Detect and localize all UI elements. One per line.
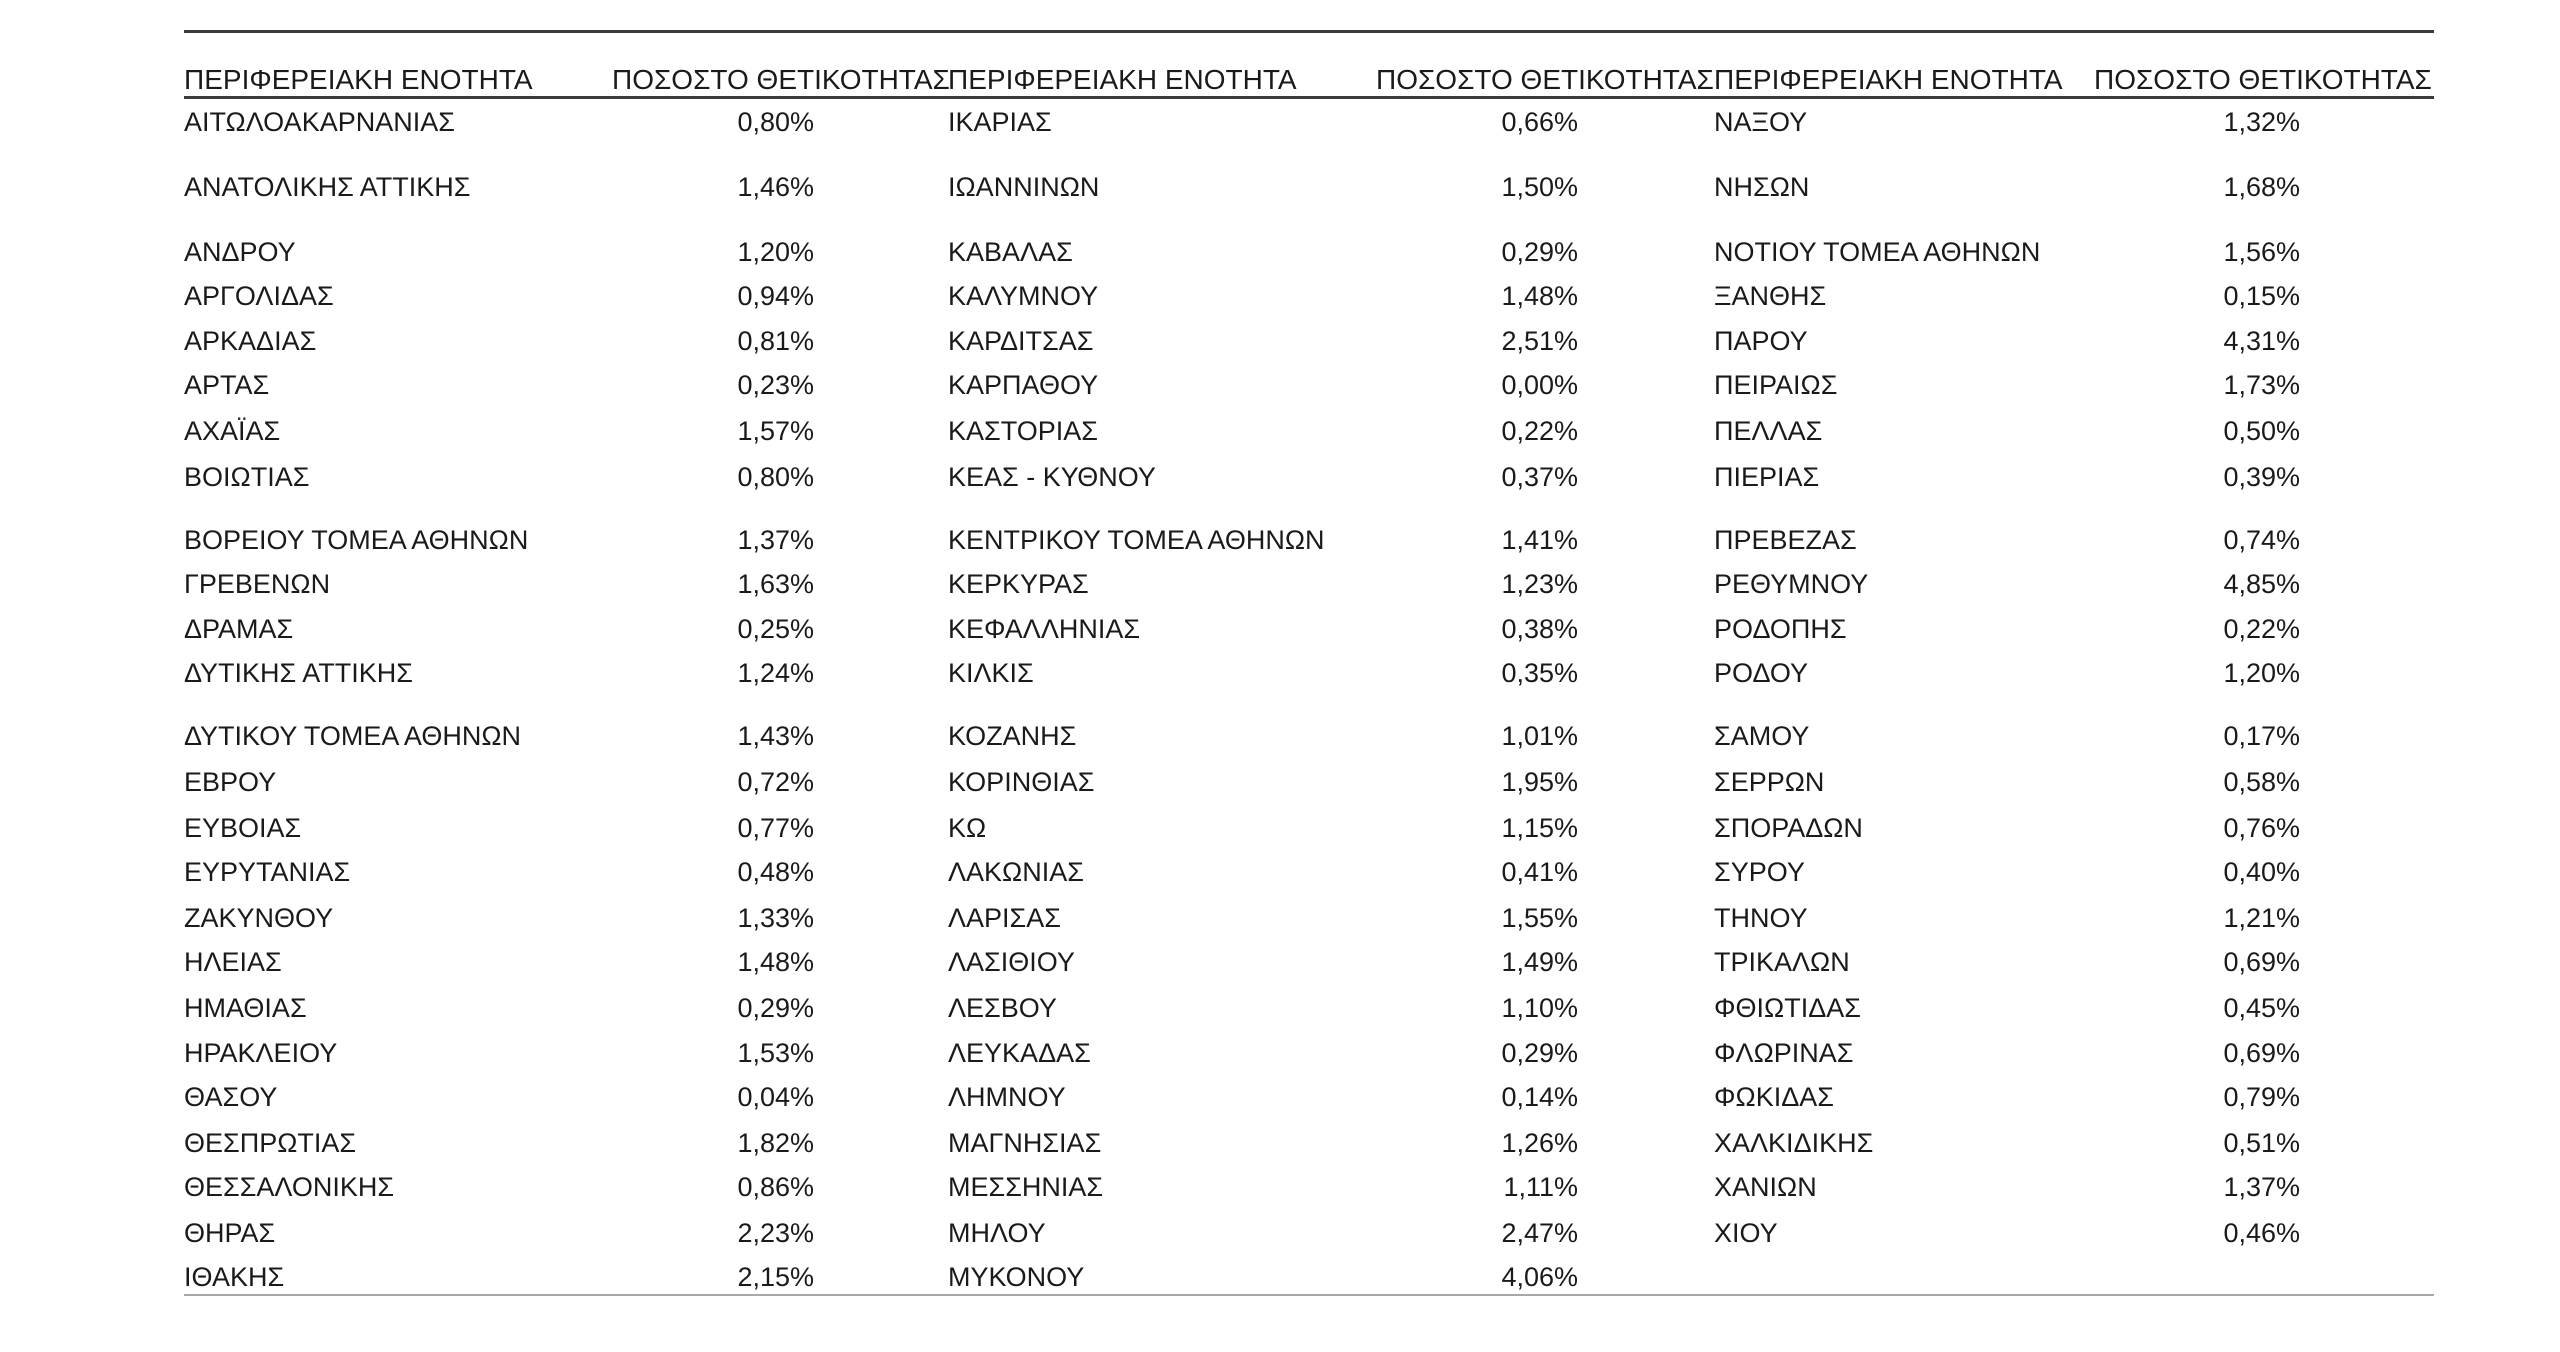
positivity-rate: 1,37% [737,525,814,555]
region-name: ΜΕΣΣΗΝΙΑΣ [948,1172,1104,1202]
region-name: ΚΕΑΣ - ΚΥΘΝΟΥ [948,462,1156,492]
positivity-rate: 1,26% [1501,1128,1578,1158]
positivity-rate: 0,29% [1501,237,1578,267]
region-name: ΧΑΝΙΩΝ [1714,1172,1817,1202]
positivity-rate: 0,35% [1501,658,1578,688]
positivity-rate: 1,55% [1501,903,1578,933]
positivity-rate: 0,76% [2223,813,2300,843]
region-name: ΔΡΑΜΑΣ [184,614,294,644]
region-name: ΠΙΕΡΙΑΣ [1714,462,1820,492]
positivity-rate: 1,63% [737,569,814,599]
region-name: ΑΙΤΩΛΟΑΚΑΡΝΑΝΙΑΣ [184,107,455,137]
region-name: ΦΛΩΡΙΝΑΣ [1714,1038,1854,1068]
header-rate-2: ΠΟΣΟΣΤΟ ΘΕΤΙΚΟΤΗΤΑΣ [1376,64,1714,95]
region-name: ΛΑΡΙΣΑΣ [948,903,1061,933]
header-rate-1: ΠΟΣΟΣΤΟ ΘΕΤΙΚΟΤΗΤΑΣ [612,64,950,95]
positivity-rate: 0,23% [737,370,814,400]
region-name: ΓΡΕΒΕΝΩΝ [184,569,331,599]
positivity-rate: 1,73% [2223,370,2300,400]
positivity-rate: 1,24% [737,658,814,688]
positivity-rate: 0,00% [1501,370,1578,400]
header-region-3: ΠΕΡΙΦΕΡΕΙΑΚΗ ΕΝΟΤΗΤΑ [1714,64,2063,95]
positivity-rate: 1,57% [737,416,814,446]
region-name: ΣΥΡΟΥ [1714,857,1805,887]
region-name: ΛΑΚΩΝΙΑΣ [948,857,1084,887]
positivity-rate: 1,49% [1501,947,1578,977]
positivity-rate: 1,11% [1503,1172,1578,1202]
region-name: ΑΧΑΪΑΣ [184,416,281,446]
region-name: ΘΗΡΑΣ [184,1218,276,1248]
region-name: ΔΥΤΙΚΟΥ ΤΟΜΕΑ ΑΘΗΝΩΝ [184,721,522,751]
positivity-rate: 0,41% [1501,857,1578,887]
region-name: ΝΟΤΙΟΥ ΤΟΜΕΑ ΑΘΗΝΩΝ [1714,237,2041,267]
region-name: ΑΝΑΤΟΛΙΚΗΣ ΑΤΤΙΚΗΣ [184,172,471,202]
region-name: ΘΕΣΣΑΛΟΝΙΚΗΣ [184,1172,395,1202]
region-name: ΧΑΛΚΙΔΙΚΗΣ [1714,1128,1874,1158]
positivity-rate: 0,72% [737,767,814,797]
region-name: ΑΡΚΑΔΙΑΣ [184,326,317,356]
region-name: ΖΑΚΥΝΘΟΥ [184,903,334,933]
region-name: ΙΘΑΚΗΣ [184,1262,285,1292]
header-rate-3: ΠΟΣΟΣΤΟ ΘΕΤΙΚΟΤΗΤΑΣ [2094,64,2432,95]
positivity-rate: 0,69% [2223,1038,2300,1068]
positivity-rate: 0,40% [2223,857,2300,887]
bottom-rule [184,1294,2434,1296]
region-name: ΚΑΣΤΟΡΙΑΣ [948,416,1098,446]
positivity-rate: 0,94% [737,281,814,311]
region-name: ΕΥΒΟΙΑΣ [184,813,302,843]
positivity-rate: 0,80% [737,462,814,492]
positivity-rate: 0,80% [737,107,814,137]
region-name: ΝΑΞΟΥ [1714,107,1808,137]
region-name: ΗΡΑΚΛΕΙΟΥ [184,1038,338,1068]
positivity-rate: 0,79% [2223,1082,2300,1112]
region-name: ΝΗΣΩΝ [1714,172,1810,202]
region-name: ΡΕΘΥΜΝΟΥ [1714,569,1869,599]
positivity-rate: 0,51% [2223,1128,2300,1158]
region-name: ΒΟΙΩΤΙΑΣ [184,462,310,492]
positivity-rate: 2,15% [737,1262,814,1292]
positivity-rate: 1,32% [2223,107,2300,137]
region-name: ΦΩΚΙΔΑΣ [1714,1082,1834,1112]
positivity-rate: 0,14% [1501,1082,1578,1112]
region-name: ΧΙΟΥ [1714,1218,1778,1248]
positivity-rate: 1,48% [737,947,814,977]
positivity-rate: 1,20% [2223,658,2300,688]
region-name: ΦΘΙΩΤΙΔΑΣ [1714,993,1861,1023]
region-name: ΚΕΝΤΡΙΚΟΥ ΤΟΜΕΑ ΑΘΗΝΩΝ [948,525,1325,555]
region-name: ΘΑΣΟΥ [184,1082,278,1112]
positivity-rate: 1,23% [1501,569,1578,599]
region-name: ΛΗΜΝΟΥ [948,1082,1066,1112]
positivity-rate: 0,74% [2223,525,2300,555]
region-name: ΠΕΙΡΑΙΩΣ [1714,370,1838,400]
region-name: ΚΑΛΥΜΝΟΥ [948,281,1099,311]
positivity-rate: 0,37% [1501,462,1578,492]
positivity-rate: 0,46% [2223,1218,2300,1248]
positivity-rate: 0,39% [2223,462,2300,492]
header-region-2: ΠΕΡΙΦΕΡΕΙΑΚΗ ΕΝΟΤΗΤΑ [948,64,1297,95]
region-name: ΤΗΝΟΥ [1714,903,1808,933]
region-name: ΚΑΡΠΑΘΟΥ [948,370,1099,400]
header-region-1: ΠΕΡΙΦΕΡΕΙΑΚΗ ΕΝΟΤΗΤΑ [184,64,533,95]
region-name: ΚΙΛΚΙΣ [948,658,1034,688]
region-name: ΣΕΡΡΩΝ [1714,767,1825,797]
positivity-rate: 1,43% [737,721,814,751]
region-name: ΘΕΣΠΡΩΤΙΑΣ [184,1128,357,1158]
positivity-rate: 0,86% [737,1172,814,1202]
positivity-rate: 1,82% [737,1128,814,1158]
region-name: ΜΥΚΟΝΟΥ [948,1262,1085,1292]
positivity-rate: 1,68% [2223,172,2300,202]
positivity-rate: 0,22% [1501,416,1578,446]
positivity-rate: 0,04% [737,1082,814,1112]
region-name: ΤΡΙΚΑΛΩΝ [1714,947,1850,977]
positivity-rate: 1,37% [2223,1172,2300,1202]
region-name: ΗΜΑΘΙΑΣ [184,993,307,1023]
positivity-rate: 1,41% [1501,525,1578,555]
positivity-rate: 0,29% [1501,1038,1578,1068]
positivity-rate: 1,56% [2223,237,2300,267]
region-name: ΑΝΔΡΟΥ [184,237,296,267]
region-name: ΑΡΓΟΛΙΔΑΣ [184,281,334,311]
positivity-rate: 2,23% [737,1218,814,1248]
region-name: ΜΑΓΝΗΣΙΑΣ [948,1128,1102,1158]
region-name: ΕΥΡΥΤΑΝΙΑΣ [184,857,351,887]
positivity-rate: 1,01% [1501,721,1578,751]
positivity-rate: 4,06% [1501,1262,1578,1292]
region-name: ΚΟΖΑΝΗΣ [948,721,1077,751]
positivity-rate: 0,69% [2223,947,2300,977]
region-name: ΡΟΔΟΠΗΣ [1714,614,1847,644]
region-name: ΛΕΣΒΟΥ [948,993,1057,1023]
positivity-rate: 1,15% [1501,813,1578,843]
region-name: ΛΑΣΙΘΙΟΥ [948,947,1075,977]
table-body [184,30,2434,1297]
region-name: ΗΛΕΙΑΣ [184,947,282,977]
region-name: ΚΑΡΔΙΤΣΑΣ [948,326,1094,356]
region-name: ΞΑΝΘΗΣ [1714,281,1827,311]
region-name: ΣΠΟΡΑΔΩΝ [1714,813,1863,843]
positivity-rate: 0,25% [737,614,814,644]
region-name: ΕΒΡΟΥ [184,767,277,797]
positivity-rate: 0,58% [2223,767,2300,797]
positivity-rate: 1,21% [2223,903,2300,933]
positivity-rate: 1,53% [737,1038,814,1068]
positivity-rate: 1,48% [1501,281,1578,311]
region-name: ΔΥΤΙΚΗΣ ΑΤΤΙΚΗΣ [184,658,413,688]
positivity-rate: 1,20% [737,237,814,267]
region-name: ΑΡΤΑΣ [184,370,270,400]
positivity-rate: 0,38% [1501,614,1578,644]
region-name: ΡΟΔΟΥ [1714,658,1809,688]
positivity-rate: 0,15% [2223,281,2300,311]
region-name: ΙΚΑΡΙΑΣ [948,107,1052,137]
positivity-rate: 0,29% [737,993,814,1023]
positivity-rate: 1,50% [1501,172,1578,202]
region-name: ΒΟΡΕΙΟΥ ΤΟΜΕΑ ΑΘΗΝΩΝ [184,525,529,555]
region-name: ΚΩ [948,813,987,843]
region-name: ΚΟΡΙΝΘΙΑΣ [948,767,1095,797]
positivity-rate: 0,77% [737,813,814,843]
region-name: ΛΕΥΚΑΔΑΣ [948,1038,1091,1068]
region-name: ΚΕΦΑΛΛΗΝΙΑΣ [948,614,1141,644]
positivity-rate: 2,51% [1501,326,1578,356]
positivity-rate: 0,48% [737,857,814,887]
region-name: ΚΑΒΑΛΑΣ [948,237,1073,267]
positivity-rate: 0,81% [737,326,814,356]
positivity-rate: 0,45% [2223,993,2300,1023]
positivity-rate: 1,10% [1501,993,1578,1023]
positivity-rate: 4,85% [2223,569,2300,599]
positivity-rate: 0,17% [2223,721,2300,751]
positivity-rate: 0,66% [1501,107,1578,137]
positivity-rate: 4,31% [2223,326,2300,356]
region-name: ΜΗΛΟΥ [948,1218,1046,1248]
positivity-rate: 0,50% [2223,416,2300,446]
positivity-rate: 2,47% [1501,1218,1578,1248]
positivity-rate-table [184,30,2434,1297]
region-name: ΠΑΡΟΥ [1714,326,1808,356]
positivity-rate: 1,95% [1501,767,1578,797]
region-name: ΚΕΡΚΥΡΑΣ [948,569,1089,599]
region-name: ΙΩΑΝΝΙΝΩΝ [948,172,1100,202]
region-name: ΠΕΛΛΑΣ [1714,416,1823,446]
positivity-rate: 0,22% [2223,614,2300,644]
region-name: ΠΡΕΒΕΖΑΣ [1714,525,1857,555]
region-name: ΣΑΜΟΥ [1714,721,1810,751]
positivity-rate: 1,33% [737,903,814,933]
positivity-rate: 1,46% [737,172,814,202]
